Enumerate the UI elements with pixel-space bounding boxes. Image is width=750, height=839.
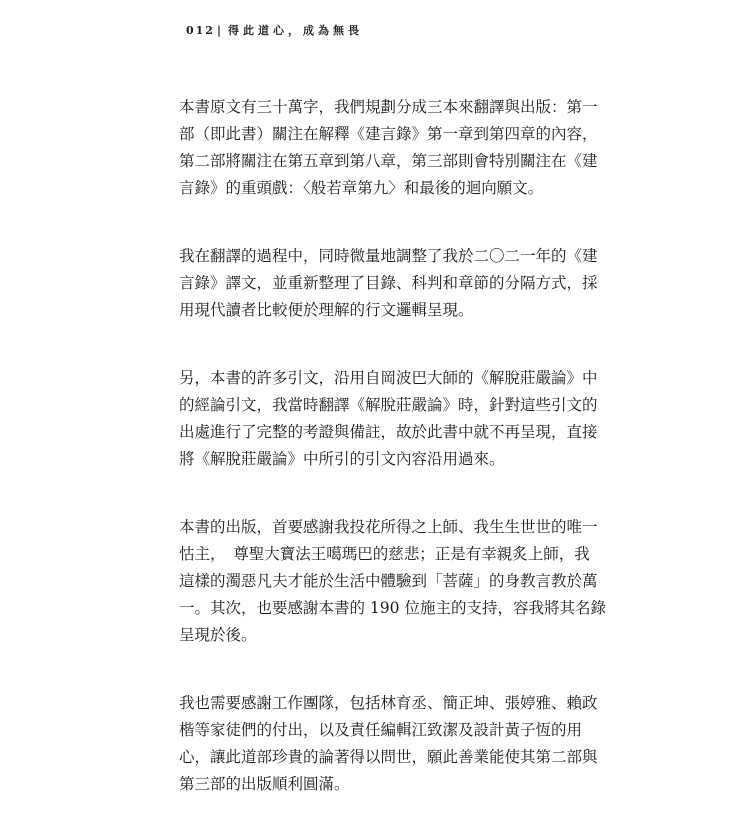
header-separator: | xyxy=(216,24,222,37)
text-line: 另，本書的許多引文，沿用自岡波巴大師的《解脫莊嚴論》中 xyxy=(179,369,598,387)
text-line: 我在翻譯的過程中，同時微量地調整了我於二〇二一年的《建 xyxy=(179,247,598,265)
running-header xyxy=(186,22,363,38)
text-line: 第二部將關注在第五章到第八章，第三部則會特別關注在《建 xyxy=(179,152,598,170)
text-line: 本書原文有三十萬字，我們規劃分成三本來翻譯與出版：第一 xyxy=(179,98,598,116)
book-title: 得此道心，成為無畏 xyxy=(227,24,363,37)
text-line: 言錄》譯文，並重新整理了目錄、科判和章節的分隔方式，採 xyxy=(179,274,598,292)
text-line: 楷等家徒們的付出，以及責任編輯江致潔及設計黃子恆的用 xyxy=(179,721,583,739)
text-line: 的經論引文，我當時翻譯《解脫莊嚴論》時，針對這些引文的 xyxy=(179,396,598,414)
text-line: 心，讓此道部珍貴的論著得以問世，願此善業能使其第二部與 xyxy=(179,748,598,766)
text-line: 本書的出版，首要感謝我投花所得之上師、我生生世世的唯一 xyxy=(179,518,598,536)
text-line: 部（即此書）關注在解釋《建言錄》第一章到第四章的內容， xyxy=(179,125,598,143)
body-text xyxy=(179,94,606,839)
text-line: 將《解脫莊嚴論》中所引的引文內容沿用過來。 xyxy=(179,450,505,468)
text-line: 呈現於後。 xyxy=(179,626,257,644)
text-line: 言錄》的重頭戲：〈般若章第九〉和最後的迴向願文。 xyxy=(179,179,544,197)
text-line: 用現代讀者比較便於理解的行文邏輯呈現。 xyxy=(179,301,474,319)
paragraph-citations xyxy=(179,365,598,473)
text-line: 第三部的出版順利圓滿。 xyxy=(179,775,350,793)
text-line: 我也需要感謝工作團隊，包括林育丞、簡正坤、張婷雅、賴政 xyxy=(179,694,598,712)
text-line: 一。其次，也要感謝本書的 190 位施主的支持，容我將其名錄 xyxy=(179,599,606,617)
text-line: 出處進行了完整的考證與備註，故於此書中就不再呈現，直接 xyxy=(179,423,598,441)
paragraph-translation-plan xyxy=(179,94,598,202)
paragraph-revision xyxy=(179,243,598,324)
page-number: 012 xyxy=(186,24,215,37)
paragraph-acknowledgement-master xyxy=(179,514,606,649)
text-line: 怙主， 尊聖大寶法王噶瑪巴的慈悲；正是有幸親炙上師，我 xyxy=(179,545,590,563)
paragraph-acknowledgement-team xyxy=(179,690,598,798)
text-line: 這樣的濁惡凡夫才能於生活中體驗到「菩薩」的身教言教於萬 xyxy=(179,572,598,590)
